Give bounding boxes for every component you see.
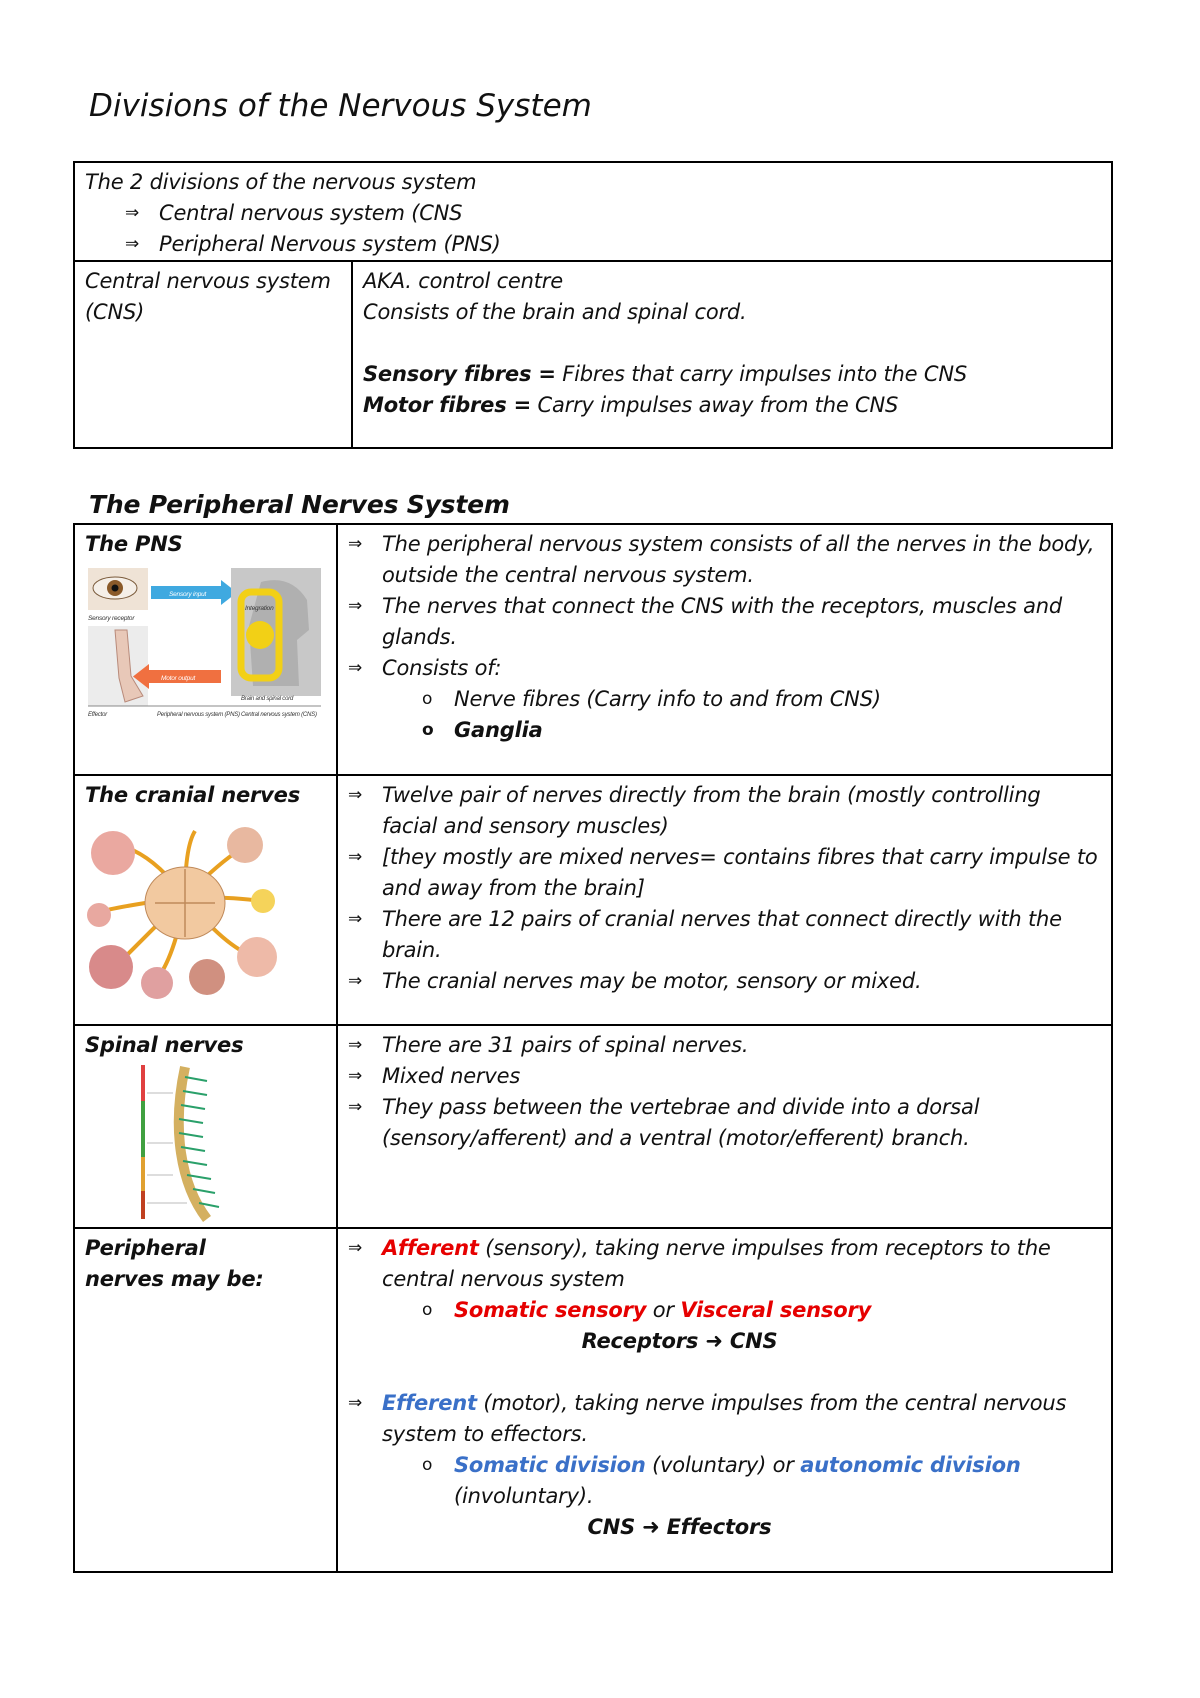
- region-bar-thoracic: [141, 1101, 145, 1157]
- cns-row: [74, 261, 1112, 448]
- efferent-text: (motor), taking nerve impulses from the central nervous system to effectors.: [382, 1391, 1067, 1446]
- intro-heading: The 2 divisions of the nervous system: [85, 170, 477, 194]
- section-title: The Peripheral Nerves System: [89, 490, 510, 519]
- afferent-flow: [348, 1326, 1011, 1357]
- motor-fibres-line: [363, 390, 1101, 421]
- spinal-list: [348, 1030, 1101, 1154]
- afferent-list: [348, 1233, 1101, 1295]
- cns-content-cell: [352, 261, 1112, 448]
- visceral-sensory: Visceral sensory: [680, 1298, 872, 1322]
- cns-line-2: Consists of the brain and spinal cord.: [363, 300, 747, 324]
- integration-caption: Integration: [245, 605, 274, 612]
- afferent-item: [348, 1233, 1101, 1295]
- afferent-sub-list: [348, 1295, 1101, 1326]
- involuntary-text: (involuntary).: [454, 1484, 594, 1508]
- brain-spinal-caption: Brain and spinal cord: [241, 696, 294, 702]
- spinal-label: Spinal nerves: [85, 1033, 244, 1057]
- cns-label: Central nervous system (CNS): [85, 269, 331, 324]
- face-image: [91, 831, 135, 875]
- list-item: ⇒ They pass between the vertebrae and divide into a dorsal (sensory/afferent) and a ventral (motor/efferent) branch.: [348, 1092, 1101, 1154]
- cns-line-1: AKA. control centre: [363, 269, 563, 293]
- flow-cns: CNS: [729, 1329, 778, 1353]
- autonomic-division: autonomic division: [800, 1453, 1021, 1477]
- sensory-fibres-label: Sensory fibres =: [363, 362, 556, 386]
- flow-effectors: Effectors: [666, 1515, 772, 1539]
- pns-row: [74, 524, 1112, 775]
- somatic-sensory: Somatic sensory: [454, 1298, 647, 1322]
- arrow-right-icon: ➜: [642, 1515, 660, 1539]
- list-item: ⇒ Central nervous system (CNS: [125, 198, 1101, 229]
- afferent-text: (sensory), taking nerve impulses from receptors to the central nervous system: [382, 1236, 1051, 1291]
- pns-label: The PNS: [85, 532, 183, 556]
- divisions-table: [73, 161, 1113, 449]
- intro-cell: [74, 162, 1112, 261]
- page-title: Divisions of the Nervous System: [89, 88, 592, 124]
- efferent-flow: [348, 1512, 1011, 1543]
- afferent-term: Afferent: [382, 1236, 479, 1260]
- list-item: o Nerve fibres (Carry info to and from CNS): [422, 684, 1101, 715]
- efferent-item: [348, 1388, 1101, 1450]
- peripheral-label: Peripheral nerves may be:: [85, 1236, 264, 1291]
- cns-caption: Central nervous system (CNS): [241, 712, 317, 718]
- motor-fibres-text: Carry impulses away from the CNS: [531, 393, 899, 417]
- peripheral-row: [74, 1228, 1112, 1572]
- list-item: ⇒ There are 31 pairs of spinal nerves.: [348, 1030, 1101, 1061]
- region-bar-sacral: [141, 1191, 145, 1219]
- cranial-row: [74, 775, 1112, 1025]
- arrow-right-icon: ➜: [705, 1329, 723, 1353]
- spinal-nerves-diagram: [137, 1063, 257, 1223]
- list-item: ⇒ Twelve pair of nerves directly from the brain (mostly controlling facial and sensory muscles): [348, 780, 1101, 842]
- sensory-input-caption: Sensory input: [169, 591, 207, 598]
- efferent-sub-item: [422, 1450, 1101, 1512]
- cranial-nerves-diagram: [85, 817, 285, 999]
- pns-table: [73, 523, 1113, 1573]
- somatic-division: Somatic division: [454, 1453, 646, 1477]
- list-item: o Ganglia: [422, 715, 1101, 746]
- cranial-content-cell: [337, 775, 1112, 1025]
- cranial-label-cell: [74, 775, 337, 1025]
- pns-content-cell: [337, 524, 1112, 775]
- cns-label-cell: [74, 261, 352, 448]
- list-item: ⇒ The peripheral nervous system consists of all the nerves in the body, outside the central nervous system.: [348, 529, 1101, 591]
- list-item: ⇒ Consists of:: [348, 653, 1101, 684]
- pns-sub-list: [348, 684, 1101, 746]
- cranial-list: [348, 780, 1101, 997]
- sensory-fibres-text: Fibres that carry impulses into the CNS: [555, 362, 967, 386]
- pns-label-cell: [74, 524, 337, 775]
- pns-diagram: [85, 566, 323, 728]
- efferent-list: [348, 1388, 1101, 1450]
- flow-receptors: Receptors: [581, 1329, 699, 1353]
- intro-row: [74, 162, 1112, 261]
- intro-list: [85, 198, 1101, 260]
- list-item: ⇒ Mixed nerves: [348, 1061, 1101, 1092]
- region-bar-cervical: [141, 1065, 145, 1101]
- peripheral-content-cell: [337, 1228, 1112, 1572]
- motor-output-caption: Motor output: [161, 675, 196, 682]
- list-item: ⇒ The cranial nerves may be motor, sensory or mixed.: [348, 966, 1101, 997]
- spinal-row: [74, 1025, 1112, 1228]
- pns-list: [348, 529, 1101, 684]
- cranial-label: The cranial nerves: [85, 783, 301, 807]
- region-bar-lumbar: [141, 1157, 145, 1191]
- or-text: or: [646, 1298, 681, 1322]
- pns-caption: Peripheral nervous system (PNS): [157, 712, 240, 718]
- sensory-receptor-caption: Sensory receptor: [88, 615, 135, 622]
- effector-caption: Effector: [88, 712, 108, 718]
- voluntary-text: (voluntary) or: [645, 1453, 801, 1477]
- sensory-fibres-line: [363, 359, 1101, 390]
- list-item: ⇒ The nerves that connect the CNS with the receptors, muscles and glands.: [348, 591, 1101, 653]
- list-item: ⇒ Peripheral Nervous system (PNS): [125, 229, 1101, 260]
- spinal-content-cell: [337, 1025, 1112, 1228]
- efferent-term: Efferent: [382, 1391, 477, 1415]
- flow-cns-2: CNS: [587, 1515, 635, 1539]
- efferent-sub-list: [348, 1450, 1101, 1512]
- list-item: ⇒ There are 12 pairs of cranial nerves that connect directly with the brain.: [348, 904, 1101, 966]
- list-item: ⇒ [they mostly are mixed nerves= contains fibres that carry impulse to and away from the brain]: [348, 842, 1101, 904]
- spinal-label-cell: [74, 1025, 337, 1228]
- motor-fibres-label: Motor fibres =: [363, 393, 532, 417]
- afferent-sub-item: [422, 1295, 1101, 1326]
- peripheral-label-cell: [74, 1228, 337, 1572]
